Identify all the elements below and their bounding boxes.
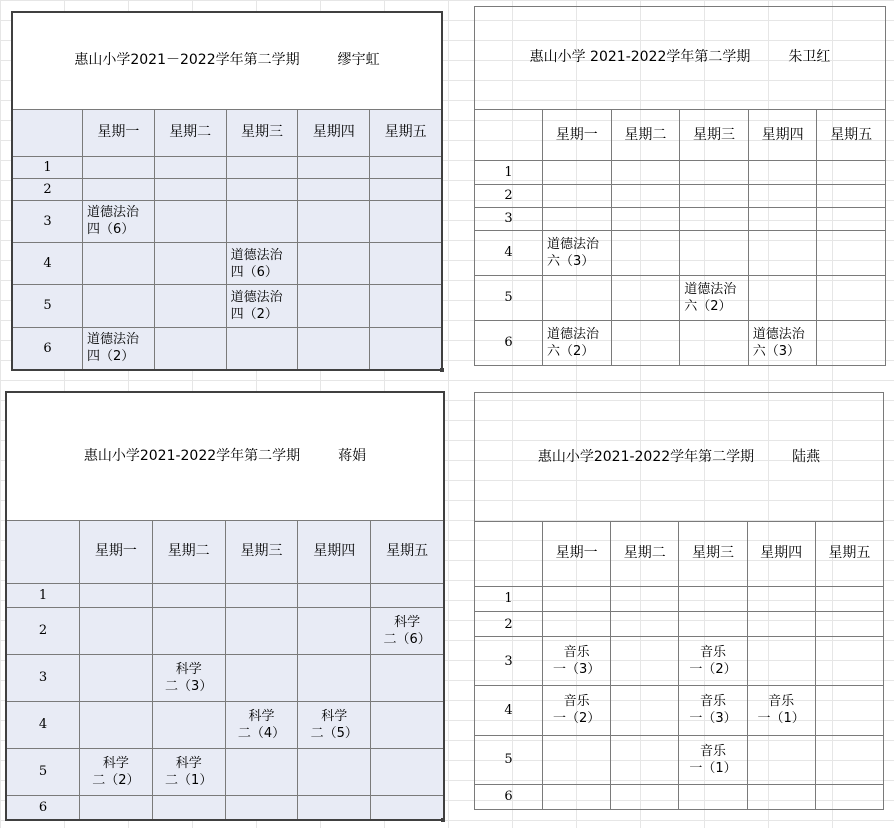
schedule-cell[interactable] [83,200,155,242]
class-name: 二（4） [237,725,286,741]
period-number[interactable]: 6 [7,795,80,819]
semester-title: 惠山小学2021-2022学年第二学期 [83,447,301,464]
subject-name: 科学 [102,755,129,771]
weekday-header[interactable]: 星期五 [817,109,886,160]
schedule-cell[interactable] [371,607,444,654]
schedule-cell[interactable] [371,654,444,701]
schedule-cell[interactable] [298,200,370,242]
weekday-header[interactable]: 星期二 [152,520,225,583]
weekday-header[interactable]: 星期一 [83,109,155,156]
weekday-header[interactable]: 星期四 [298,520,371,583]
schedule-cell[interactable] [83,285,155,327]
schedule-cell[interactable] [680,207,749,230]
schedule-title[interactable] [7,393,444,521]
schedule-grid [474,6,886,366]
period-number[interactable]: 3 [13,200,83,242]
schedule-cell[interactable] [83,242,155,284]
schedule-cell[interactable] [817,184,886,207]
schedule-cell[interactable] [611,784,679,809]
schedule-cell[interactable] [815,784,883,809]
schedule-cell[interactable] [543,686,611,735]
schedule-cell[interactable] [80,795,153,819]
class-name: 一（2） [689,662,737,678]
period-number[interactable]: 2 [475,612,543,637]
subject-name: 音乐 [699,694,726,710]
schedule-cell[interactable] [225,607,298,654]
schedule-cell[interactable] [298,607,371,654]
schedule-cell[interactable] [154,200,226,242]
schedule-cell[interactable] [543,784,611,809]
corner-cell[interactable] [13,109,83,156]
schedule-cell[interactable] [152,795,225,819]
schedule-title[interactable] [13,13,442,110]
weekday-header[interactable]: 星期五 [371,520,444,583]
schedule-cell[interactable] [543,184,612,207]
schedule-cell[interactable] [225,583,298,607]
schedule-cell[interactable] [226,327,298,369]
schedule-cell[interactable] [747,784,815,809]
corner-cell[interactable] [475,522,543,587]
subject-name: 科学 [175,661,202,677]
fill-handle[interactable] [440,368,444,372]
teacher-name: 缪宇虹 [337,52,380,69]
schedule-cell[interactable] [370,157,442,179]
schedule-cell[interactable] [748,320,817,365]
schedule-cell[interactable] [815,612,883,637]
schedule-cell[interactable] [152,748,225,795]
semester-title: 惠山小学 2021-2022学年第二学期 [529,49,751,66]
corner-cell[interactable] [475,109,543,160]
schedule-cell[interactable] [611,207,680,230]
schedule-cell[interactable] [747,586,815,611]
schedule-cell[interactable] [815,637,883,686]
schedule-cell[interactable] [370,200,442,242]
period-number[interactable]: 2 [475,184,543,207]
schedule-cell[interactable] [679,735,747,784]
schedule-cell[interactable] [225,701,298,748]
schedule-cell[interactable] [80,748,153,795]
schedule-cell[interactable] [543,586,611,611]
period-number[interactable]: 5 [475,275,543,320]
schedule-cell[interactable] [748,184,817,207]
subject-name: 道德法治 [87,332,140,348]
corner-cell[interactable] [7,520,80,583]
schedule-cell[interactable] [370,327,442,369]
schedule-cell[interactable] [371,583,444,607]
subject-name: 科学 [394,614,421,630]
period-number[interactable]: 5 [475,735,543,784]
weekday-header[interactable]: 星期四 [748,109,817,160]
schedule-cell[interactable] [370,285,442,327]
subject-name: 音乐 [563,645,590,661]
class-name: 一（2） [552,711,601,727]
schedule-cell[interactable] [543,161,612,184]
schedule-cell[interactable] [298,242,370,284]
subject-name: 科学 [248,708,275,724]
schedule-cell[interactable] [225,795,298,819]
subject-name: 音乐 [563,694,590,710]
schedule-cell[interactable] [611,161,680,184]
teacher-name: 蒋娟 [338,447,367,464]
semester-title: 惠山小学2021-2022学年第二学期 [537,448,755,465]
schedule-cell[interactable] [226,242,298,284]
class-name: 六（3） [752,343,801,359]
class-name: 二（2） [92,772,140,788]
schedule-cell[interactable] [371,701,444,748]
schedule-cell[interactable] [298,327,370,369]
teacher-name: 朱卫红 [788,49,831,66]
period-number[interactable]: 1 [13,157,83,179]
period-number[interactable]: 3 [475,207,543,230]
schedule-cell[interactable] [154,327,226,369]
subject-name: 音乐 [699,743,726,759]
class-name: 四（2） [87,349,135,365]
schedule-cell[interactable] [747,612,815,637]
teacher-name: 陆燕 [792,448,821,465]
schedule-cell[interactable] [298,748,371,795]
schedule-cell[interactable] [152,701,225,748]
schedule-cell[interactable] [748,230,817,275]
period-number[interactable]: 2 [7,607,80,654]
schedule-grid [12,12,442,370]
class-name: 四（6） [87,222,135,238]
period-number[interactable]: 1 [475,586,543,611]
schedule-cell[interactable] [226,200,298,242]
schedule-table-2[interactable] [474,6,886,366]
schedule-cell[interactable] [680,230,749,275]
period-number[interactable]: 4 [13,242,83,284]
class-name: 二（1） [165,772,213,788]
subject-name: 道德法治 [547,236,600,252]
schedule-cell[interactable] [611,637,679,686]
schedule-cell[interactable] [83,178,155,200]
schedule-cell[interactable] [817,275,886,320]
period-number[interactable]: 6 [475,320,543,365]
period-number[interactable]: 4 [7,701,80,748]
schedule-cell[interactable] [225,748,298,795]
schedule-cell[interactable] [680,184,749,207]
schedule-cell[interactable] [543,207,612,230]
schedule-cell[interactable] [817,207,886,230]
schedule-cell[interactable] [152,654,225,701]
schedule-cell[interactable] [298,157,370,179]
weekday-header[interactable]: 星期一 [543,109,612,160]
class-name: 六（2） [547,343,595,359]
schedule-cell[interactable] [679,586,747,611]
schedule-cell[interactable] [80,701,153,748]
subject-name: 道德法治 [230,247,283,263]
schedule-cell[interactable] [748,161,817,184]
subject-name: 道德法治 [752,326,805,342]
schedule-cell[interactable] [679,612,747,637]
schedule-cell[interactable] [817,320,886,365]
schedule-cell[interactable] [748,275,817,320]
schedule-cell[interactable] [80,583,153,607]
schedule-cell[interactable] [543,612,611,637]
period-number[interactable]: 2 [13,178,83,200]
class-name: 一（1） [757,711,805,727]
semester-title: 惠山小学2021－2022学年第二学期 [74,52,300,69]
schedule-cell[interactable] [611,612,679,637]
weekday-header[interactable]: 星期二 [154,109,226,156]
schedule-cell[interactable] [611,686,679,735]
period-number[interactable]: 4 [475,686,543,735]
schedule-cell[interactable] [226,178,298,200]
schedule-cell[interactable] [680,161,749,184]
schedule-grid [6,392,444,820]
weekday-header[interactable]: 星期三 [225,520,298,583]
period-number[interactable]: 6 [475,784,543,809]
class-name: 四（2） [230,306,278,322]
schedule-cell[interactable] [815,735,883,784]
schedule-cell[interactable] [543,320,612,365]
weekday-header[interactable]: 星期五 [370,109,442,156]
schedule-cell[interactable] [747,735,815,784]
schedule-cell[interactable] [225,654,298,701]
period-number[interactable]: 3 [475,637,543,686]
weekday-header[interactable]: 星期一 [80,520,153,583]
schedule-cell[interactable] [543,230,612,275]
weekday-header[interactable]: 星期四 [298,109,370,156]
schedule-cell[interactable] [298,178,370,200]
schedule-cell[interactable] [817,230,886,275]
period-number[interactable]: 1 [7,583,80,607]
period-number[interactable]: 1 [475,161,543,184]
schedule-cell[interactable] [611,735,679,784]
schedule-cell[interactable] [611,320,680,365]
schedule-cell[interactable] [815,586,883,611]
schedule-cell[interactable] [152,583,225,607]
schedule-cell[interactable] [298,795,371,819]
weekday-header[interactable]: 星期三 [226,109,298,156]
schedule-cell[interactable] [298,654,371,701]
schedule-cell[interactable] [543,275,612,320]
subject-name: 科学 [175,755,202,771]
schedule-cell[interactable] [611,230,680,275]
schedule-cell[interactable] [611,184,680,207]
class-name: 四（6） [230,264,278,280]
subject-name: 道德法治 [230,289,283,305]
schedule-cell[interactable] [226,285,298,327]
period-number[interactable]: 6 [13,327,83,369]
schedule-cell[interactable] [298,285,370,327]
schedule-grid [474,392,884,810]
weekday-header[interactable]: 星期一 [543,522,611,587]
schedule-cell[interactable] [298,583,371,607]
schedule-cell[interactable] [679,637,747,686]
schedule-cell[interactable] [611,586,679,611]
schedule-cell[interactable] [80,607,153,654]
schedule-cell[interactable] [747,686,815,735]
schedule-cell[interactable] [370,242,442,284]
schedule-cell[interactable] [679,686,747,735]
schedule-title[interactable] [475,393,884,522]
subject-name: 道德法治 [547,326,600,342]
subject-name: 科学 [321,708,348,724]
subject-name: 音乐 [768,694,795,710]
weekday-header[interactable]: 星期二 [611,109,680,160]
class-name: 一（3） [689,711,737,727]
class-name: 一（3） [552,662,601,678]
schedule-cell[interactable] [298,701,371,748]
weekday-header[interactable]: 星期四 [747,522,815,587]
period-number[interactable]: 5 [7,748,80,795]
class-name: 六（2） [684,298,732,314]
period-number[interactable]: 5 [13,285,83,327]
class-name: 二（3） [165,678,213,694]
schedule-cell[interactable] [370,178,442,200]
weekday-header[interactable]: 星期五 [815,522,883,587]
schedule-cell[interactable] [154,285,226,327]
schedule-cell[interactable] [817,161,886,184]
schedule-cell[interactable] [80,654,153,701]
schedule-table-4[interactable] [474,392,884,810]
class-name: 二（6） [383,631,431,647]
schedule-cell[interactable] [747,637,815,686]
class-name: 二（5） [310,725,358,741]
schedule-cell[interactable] [748,207,817,230]
schedule-cell[interactable] [611,275,680,320]
schedule-table-3[interactable] [6,392,444,820]
schedule-cell[interactable] [154,178,226,200]
weekday-header[interactable]: 星期三 [679,522,747,587]
schedule-cell[interactable] [83,327,155,369]
schedule-cell[interactable] [680,320,749,365]
schedule-cell[interactable] [154,242,226,284]
weekday-header[interactable]: 星期三 [680,109,749,160]
schedule-cell[interactable] [154,157,226,179]
schedule-cell[interactable] [815,686,883,735]
schedule-cell[interactable] [152,607,225,654]
class-name: 六（3） [547,253,595,269]
subject-name: 道德法治 [87,205,140,221]
period-number[interactable]: 3 [7,654,80,701]
weekday-header[interactable]: 星期二 [611,522,679,587]
schedule-title[interactable] [475,7,886,110]
schedule-cell[interactable] [83,157,155,179]
subject-name: 道德法治 [684,281,737,297]
class-name: 一（1） [689,760,737,776]
subject-name: 音乐 [699,645,726,661]
schedule-cell[interactable] [680,275,749,320]
schedule-cell[interactable] [543,637,611,686]
schedule-cell[interactable] [226,157,298,179]
schedule-cell[interactable] [679,784,747,809]
fill-handle[interactable] [441,818,445,822]
schedule-cell[interactable] [543,735,611,784]
schedule-cell[interactable] [371,795,444,819]
schedule-table-1[interactable] [12,12,442,370]
period-number[interactable]: 4 [475,230,543,275]
schedule-cell[interactable] [371,748,444,795]
